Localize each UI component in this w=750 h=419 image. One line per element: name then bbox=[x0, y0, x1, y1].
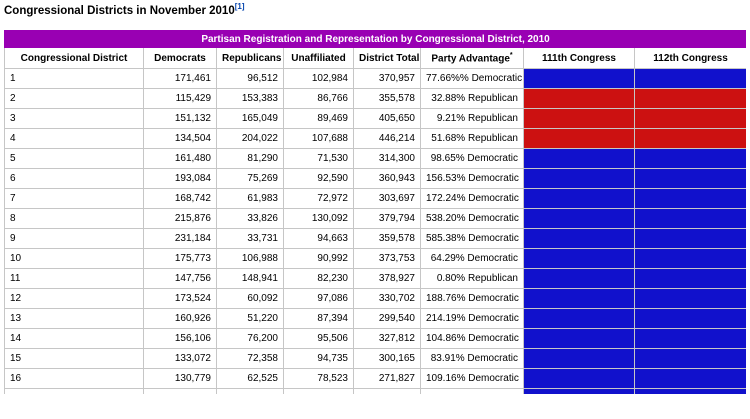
cell-republicans: 96,512 bbox=[217, 69, 284, 89]
table-row bbox=[5, 169, 747, 189]
cell-congress-112-party bbox=[635, 189, 747, 209]
cell-republicans: 33,826 bbox=[217, 209, 284, 229]
cell-congress-111-party bbox=[524, 369, 635, 389]
cell-congress-112-party bbox=[635, 109, 747, 129]
cell-district-total: 327,812 bbox=[354, 329, 421, 349]
table-row-partial bbox=[5, 389, 747, 394]
cell-party-advantage: 9.21% Republican bbox=[421, 109, 524, 129]
cell-party-advantage: 214.19% Democratic bbox=[421, 309, 524, 329]
cell-democrats: 115,429 bbox=[144, 89, 217, 109]
cell-congress-111-party bbox=[524, 69, 635, 89]
cell-republicans: 76,200 bbox=[217, 329, 284, 349]
cell-unaffiliated: 130,092 bbox=[284, 209, 354, 229]
cell-republicans: 153,383 bbox=[217, 89, 284, 109]
page-title-text: Congressional Districts in November 2010 bbox=[4, 4, 235, 17]
table-row bbox=[5, 69, 747, 89]
cell-republicans: 204,022 bbox=[217, 129, 284, 149]
cell-congress-112-party bbox=[635, 349, 747, 369]
cell-congress-111-party bbox=[524, 129, 635, 149]
cell-unaffiliated: 86,766 bbox=[284, 89, 354, 109]
footnote-marker: * bbox=[509, 51, 513, 59]
cell-congress-112-party bbox=[635, 389, 747, 394]
cell-unaffiliated bbox=[284, 389, 354, 394]
cell-congress-111-party bbox=[524, 89, 635, 109]
cell-party-advantage: 585.38% Democratic bbox=[421, 229, 524, 249]
cell-district-total: 378,927 bbox=[354, 269, 421, 289]
cell-republicans: 165,049 bbox=[217, 109, 284, 129]
cell-republicans: 33,731 bbox=[217, 229, 284, 249]
cell-congress-112-party bbox=[635, 249, 747, 269]
table-row bbox=[5, 209, 747, 229]
cell-congress-112-party bbox=[635, 229, 747, 249]
table-row bbox=[5, 249, 747, 269]
footnote-link[interactable]: [1] bbox=[234, 2, 245, 11]
cell-district: 13 bbox=[5, 309, 144, 329]
col-header-112th-congress: 112th Congress bbox=[635, 48, 747, 69]
table-row bbox=[5, 229, 747, 249]
cell-party-advantage: 77.66%% Democratic bbox=[421, 69, 524, 89]
cell-party-advantage: 98.65% Democratic bbox=[421, 149, 524, 169]
cell-district: 9 bbox=[5, 229, 144, 249]
cell-party-advantage: 109.16% Democratic bbox=[421, 369, 524, 389]
col-header-congressional-district: Congressional District bbox=[5, 48, 144, 69]
cell-party-advantage: 104.86% Democratic bbox=[421, 329, 524, 349]
cell-democrats: 173,524 bbox=[144, 289, 217, 309]
cell-democrats: 193,084 bbox=[144, 169, 217, 189]
cell-party-advantage: 32.88% Republican bbox=[421, 89, 524, 109]
cell-unaffiliated: 94,735 bbox=[284, 349, 354, 369]
col-header-party-advantage: Party Advantage* bbox=[421, 48, 524, 69]
cell-congress-112-party bbox=[635, 169, 747, 189]
cell-congress-112-party bbox=[635, 69, 747, 89]
cell-district-total bbox=[354, 389, 421, 394]
col-header-republicans: Republicans bbox=[217, 48, 284, 69]
cell-republicans: 51,220 bbox=[217, 309, 284, 329]
cell-republicans bbox=[217, 389, 284, 394]
cell-party-advantage bbox=[421, 389, 524, 394]
cell-district: 5 bbox=[5, 149, 144, 169]
cell-congress-111-party bbox=[524, 189, 635, 209]
cell-unaffiliated: 72,972 bbox=[284, 189, 354, 209]
table-row bbox=[5, 109, 747, 129]
partisan-registration-table bbox=[4, 30, 746, 394]
cell-democrats bbox=[144, 389, 217, 394]
cell-party-advantage: 538.20% Democratic bbox=[421, 209, 524, 229]
table-row bbox=[5, 349, 747, 369]
cell-congress-112-party bbox=[635, 269, 747, 289]
cell-congress-111-party bbox=[524, 209, 635, 229]
cell-congress-112-party bbox=[635, 369, 747, 389]
cell-democrats: 168,742 bbox=[144, 189, 217, 209]
cell-republicans: 72,358 bbox=[217, 349, 284, 369]
cell-district: 4 bbox=[5, 129, 144, 149]
cell-district: 10 bbox=[5, 249, 144, 269]
cell-party-advantage: 51.68% Republican bbox=[421, 129, 524, 149]
cell-republicans: 61,983 bbox=[217, 189, 284, 209]
cell-district-total: 405,650 bbox=[354, 109, 421, 129]
cell-congress-111-party bbox=[524, 289, 635, 309]
cell-congress-112-party bbox=[635, 129, 747, 149]
table-row bbox=[5, 189, 747, 209]
col-header-democrats: Democrats bbox=[144, 48, 217, 69]
cell-district-total: 446,214 bbox=[354, 129, 421, 149]
cell-congress-111-party bbox=[524, 269, 635, 289]
cell-congress-111-party bbox=[524, 249, 635, 269]
cell-district-total: 314,300 bbox=[354, 149, 421, 169]
cell-democrats: 156,106 bbox=[144, 329, 217, 349]
cell-republicans: 148,941 bbox=[217, 269, 284, 289]
cell-district: 6 bbox=[5, 169, 144, 189]
cell-congress-111-party bbox=[524, 329, 635, 349]
cell-district-total: 299,540 bbox=[354, 309, 421, 329]
cell-congress-111-party bbox=[524, 229, 635, 249]
table-caption: Partisan Registration and Representation by Congressional District, 2010 bbox=[5, 31, 747, 48]
cell-unaffiliated: 71,530 bbox=[284, 149, 354, 169]
col-header-111th-congress: 111th Congress bbox=[524, 48, 635, 69]
cell-district: 15 bbox=[5, 349, 144, 369]
cell-unaffiliated: 89,469 bbox=[284, 109, 354, 129]
cell-congress-112-party bbox=[635, 149, 747, 169]
cell-congress-111-party bbox=[524, 349, 635, 369]
cell-unaffiliated: 94,663 bbox=[284, 229, 354, 249]
cell-unaffiliated: 87,394 bbox=[284, 309, 354, 329]
cell-district-total: 360,943 bbox=[354, 169, 421, 189]
cell-district: 1 bbox=[5, 69, 144, 89]
cell-district bbox=[5, 389, 144, 394]
cell-congress-111-party bbox=[524, 389, 635, 394]
col-header-district-total: District Total bbox=[354, 48, 421, 69]
cell-republicans: 62,525 bbox=[217, 369, 284, 389]
cell-unaffiliated: 102,984 bbox=[284, 69, 354, 89]
cell-district-total: 271,827 bbox=[354, 369, 421, 389]
cell-district-total: 300,165 bbox=[354, 349, 421, 369]
cell-congress-112-party bbox=[635, 89, 747, 109]
cell-district: 11 bbox=[5, 269, 144, 289]
table-body bbox=[5, 69, 747, 394]
cell-unaffiliated: 90,992 bbox=[284, 249, 354, 269]
cell-district: 14 bbox=[5, 329, 144, 349]
cell-republicans: 75,269 bbox=[217, 169, 284, 189]
cell-congress-111-party bbox=[524, 169, 635, 189]
cell-democrats: 133,072 bbox=[144, 349, 217, 369]
cell-district: 12 bbox=[5, 289, 144, 309]
cell-democrats: 151,132 bbox=[144, 109, 217, 129]
table-row bbox=[5, 369, 747, 389]
table-header-row bbox=[5, 48, 747, 69]
cell-district-total: 330,702 bbox=[354, 289, 421, 309]
cell-congress-111-party bbox=[524, 149, 635, 169]
table-row bbox=[5, 129, 747, 149]
cell-democrats: 161,480 bbox=[144, 149, 217, 169]
table-row bbox=[5, 289, 747, 309]
cell-district-total: 355,578 bbox=[354, 89, 421, 109]
cell-district-total: 359,578 bbox=[354, 229, 421, 249]
table-row bbox=[5, 309, 747, 329]
cell-unaffiliated: 82,230 bbox=[284, 269, 354, 289]
table-row bbox=[5, 149, 747, 169]
cell-district: 7 bbox=[5, 189, 144, 209]
cell-congress-111-party bbox=[524, 109, 635, 129]
cell-unaffiliated: 78,523 bbox=[284, 369, 354, 389]
cell-unaffiliated: 97,086 bbox=[284, 289, 354, 309]
cell-district-total: 379,794 bbox=[354, 209, 421, 229]
cell-unaffiliated: 107,688 bbox=[284, 129, 354, 149]
cell-republicans: 106,988 bbox=[217, 249, 284, 269]
cell-congress-112-party bbox=[635, 209, 747, 229]
cell-party-advantage: 0.80% Republican bbox=[421, 269, 524, 289]
cell-democrats: 160,926 bbox=[144, 309, 217, 329]
cell-congress-112-party bbox=[635, 329, 747, 349]
cell-district: 3 bbox=[5, 109, 144, 129]
cell-republicans: 81,290 bbox=[217, 149, 284, 169]
cell-democrats: 215,876 bbox=[144, 209, 217, 229]
cell-republicans: 60,092 bbox=[217, 289, 284, 309]
cell-party-advantage: 188.76% Democratic bbox=[421, 289, 524, 309]
cell-democrats: 147,756 bbox=[144, 269, 217, 289]
cell-district: 16 bbox=[5, 369, 144, 389]
table-caption-row bbox=[5, 31, 747, 48]
cell-district-total: 303,697 bbox=[354, 189, 421, 209]
cell-congress-111-party bbox=[524, 309, 635, 329]
cell-unaffiliated: 92,590 bbox=[284, 169, 354, 189]
cell-democrats: 134,504 bbox=[144, 129, 217, 149]
table-row bbox=[5, 89, 747, 109]
cell-district-total: 370,957 bbox=[354, 69, 421, 89]
cell-party-advantage: 156.53% Democratic bbox=[421, 169, 524, 189]
cell-democrats: 130,779 bbox=[144, 369, 217, 389]
cell-district: 8 bbox=[5, 209, 144, 229]
cell-congress-112-party bbox=[635, 289, 747, 309]
cell-party-advantage: 64.29% Democratic bbox=[421, 249, 524, 269]
table-row bbox=[5, 269, 747, 289]
cell-party-advantage: 83.91% Democratic bbox=[421, 349, 524, 369]
table-row bbox=[5, 329, 747, 349]
cell-district: 2 bbox=[5, 89, 144, 109]
cell-congress-112-party bbox=[635, 309, 747, 329]
page-title bbox=[4, 2, 245, 17]
cell-unaffiliated: 95,506 bbox=[284, 329, 354, 349]
col-header-unaffiliated: Unaffiliated bbox=[284, 48, 354, 69]
cell-district-total: 373,753 bbox=[354, 249, 421, 269]
cell-democrats: 175,773 bbox=[144, 249, 217, 269]
cell-party-advantage: 172.24% Democratic bbox=[421, 189, 524, 209]
cell-democrats: 231,184 bbox=[144, 229, 217, 249]
cell-democrats: 171,461 bbox=[144, 69, 217, 89]
registration-table-wrapper bbox=[4, 30, 746, 397]
